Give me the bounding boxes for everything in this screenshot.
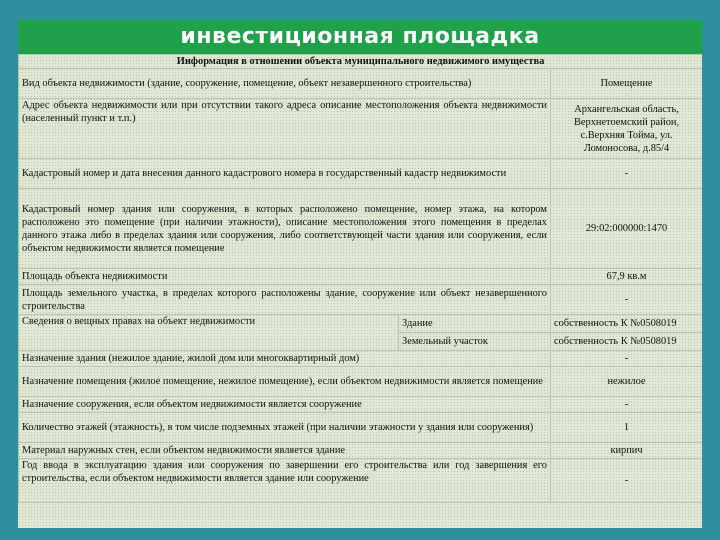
row-label: Площадь объекта недвижимости <box>19 269 551 285</box>
row-value: нежилое <box>551 367 703 397</box>
table-row <box>19 69 703 99</box>
table-row <box>19 285 703 315</box>
row-value: 1 <box>551 413 703 443</box>
table-row <box>19 351 703 367</box>
rights-label: Сведения о вещных правах на объект недвижимости <box>19 315 399 351</box>
row-value: Архангельская область, Верхнетоемский район, с.Верхняя Тойма, ул. Ломоносова, д.85/4 <box>551 99 703 159</box>
table-row <box>19 443 703 459</box>
row-value: - <box>551 159 703 189</box>
row-label: Количество этажей (этажность), в том числе подземных этажей (при наличии этажности у здания или сооружения) <box>19 413 551 443</box>
row-value: - <box>551 459 703 503</box>
row-value: - <box>551 351 703 367</box>
row-label: Кадастровый номер и дата внесения данного кадастрового номера в государственный кадастр недвижимости <box>19 159 551 189</box>
row-value: - <box>551 397 703 413</box>
table-row <box>19 269 703 285</box>
row-label: Кадастровый номер здания или сооружения, в которых расположено помещение, номер этажа, на котором расположено это помещение (при наличии этажности), описание местоположения этого помещения в пределах данного этажа либо в пределах здания или сооружения, либо соответствующей части здания или сооружения, если объектом недвижимости является помещение <box>19 189 551 269</box>
table-row <box>19 367 703 397</box>
row-value: 67,9 кв.м <box>551 269 703 285</box>
row-label: Назначение сооружения, если объектом недвижимости является сооружение <box>19 397 551 413</box>
row-value: Помещение <box>551 69 703 99</box>
row-label: Адрес объекта недвижимости или при отсутствии такого адреса описание местоположения объекта недвижимости (населенный пункт и т.п.) <box>19 99 551 159</box>
slide-frame <box>18 20 702 528</box>
row-label: Назначение помещения (жилое помещение, нежилое помещение), если объектом недвижимости является помещение <box>19 367 551 397</box>
slide-title: инвестиционная площадка <box>18 20 702 54</box>
rights-land-label: Земельный участок <box>399 333 551 351</box>
table-row <box>19 99 703 159</box>
row-label: Площадь земельного участка, в пределах которого расположены здание, сооружение или объект незавершенного строительства <box>19 285 551 315</box>
row-label: Вид объекта недвижимости (здание, сооружение, помещение, объект незавершенного строительства) <box>19 69 551 99</box>
row-label: Назначение здания (нежилое здание, жилой дом или многоквартирный дом) <box>19 351 551 367</box>
table-row <box>19 459 703 503</box>
row-value: кирпич <box>551 443 703 459</box>
rights-row <box>19 315 703 333</box>
rights-building-value: собственность К №0508019 <box>551 315 703 333</box>
table-row <box>19 159 703 189</box>
property-info-table <box>18 54 702 503</box>
row-label: Год ввода в эксплуатацию здания или сооружения по завершении его строительства или год завершения его строительства, если объектом недвижимости является здание или сооружение <box>19 459 551 503</box>
row-value: 29:02:000000:1470 <box>551 189 703 269</box>
table-row <box>19 189 703 269</box>
row-value: - <box>551 285 703 315</box>
rights-land-value: собственность К №0508019 <box>551 333 703 351</box>
rights-building-label: Здание <box>399 315 551 333</box>
table-row <box>19 397 703 413</box>
row-label: Материал наружных стен, если объектом недвижимости является здание <box>19 443 551 459</box>
table-header: Информация в отношении объекта муниципального недвижимого имущества <box>19 55 703 69</box>
table-row <box>19 413 703 443</box>
